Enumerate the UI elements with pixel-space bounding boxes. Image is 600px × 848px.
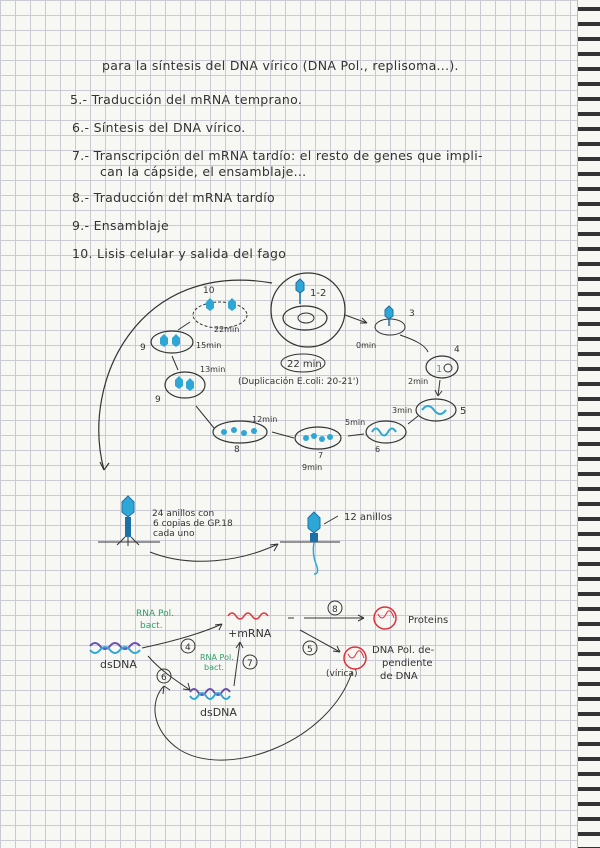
rna-pol-label-2: RNA Pol. — [200, 653, 234, 662]
mrna-wave — [228, 613, 268, 619]
time-15: 15min — [196, 341, 222, 350]
mrna-label: +mRNA — [228, 627, 272, 640]
tail-note-1: 24 anillos con — [152, 509, 215, 519]
stage-label-3: 3 — [409, 309, 415, 319]
center-note: (Duplicación E.coli: 20-21') — [238, 377, 359, 387]
stage-5 — [392, 399, 466, 421]
stage-3 — [356, 306, 415, 350]
step-5-label: 5 — [307, 645, 313, 655]
time-12: 12min — [252, 415, 278, 424]
return-arrow — [99, 280, 272, 470]
stage-6 — [345, 418, 406, 454]
stage-label-9-lower: 9 — [155, 395, 161, 405]
time-9: 9min — [302, 463, 323, 472]
stage-label-4: 4 — [454, 345, 460, 355]
note-step-6: 6.- Síntesis del DNA vírico. — [72, 120, 246, 135]
stage-9-lower — [155, 365, 225, 405]
time-3: 3min — [392, 406, 413, 415]
stage-label-7: 7 — [318, 451, 324, 460]
stage-4 — [408, 345, 460, 386]
stage-1-2 — [271, 273, 345, 347]
tail-note-2: 6 copias de GP.18 — [153, 519, 233, 529]
stage-label-8: 8 — [234, 445, 240, 455]
return-arrowhead — [100, 462, 109, 470]
virica-label: (vírica) — [326, 669, 358, 679]
stage-8 — [213, 415, 277, 455]
stage-label-10: 10 — [203, 286, 215, 296]
stage-label-5: 5 — [460, 406, 467, 417]
center-time: 22 min — [287, 359, 322, 370]
proteins-blob — [374, 607, 396, 629]
note-line-intro: para la síntesis del DNA vírico (DNA Pol., replisoma...). — [102, 58, 459, 73]
step-6-label: 6 — [161, 673, 167, 683]
tail-note-3: cada uno — [153, 529, 195, 539]
time-22: 22min — [214, 325, 240, 334]
proteins-label: Proteins — [408, 615, 449, 626]
bact-label-1: bact. — [140, 621, 163, 631]
dsdna-bottom-helix — [190, 689, 230, 695]
time-0: 0min — [356, 341, 377, 350]
step-8-label: 8 — [332, 605, 338, 615]
tail-contraction-diagram — [0, 490, 578, 580]
dna-pol-blob — [344, 647, 366, 669]
note-step-5: 5.- Traducción del mRNA temprano. — [70, 92, 303, 107]
time-5: 5min — [345, 418, 366, 427]
stage-10 — [193, 286, 247, 334]
rna-pol-label-1: RNA Pol. — [136, 609, 174, 619]
dsdna-left-label: dsDNA — [100, 658, 137, 671]
dsdna-left-helix — [90, 643, 140, 649]
stage-label-1-2: 1-2 — [310, 288, 327, 299]
note-step-7b: can la cápside, el ensamblaje... — [100, 164, 307, 179]
step-7-label: 7 — [247, 659, 253, 669]
time-13: 13min — [200, 365, 226, 374]
time-2: 2min — [408, 377, 429, 386]
spiral-binding — [577, 0, 600, 848]
dna-pol-label-3: de DNA — [380, 671, 418, 682]
tail-note-right: 12 anillos — [344, 512, 393, 523]
dna-pol-label-2: pendiente — [382, 658, 433, 669]
note-step-10: 10. Lisis celular y salida del fago — [72, 246, 287, 261]
return-loop — [155, 672, 352, 760]
dsdna-bottom-label: dsDNA — [200, 706, 237, 719]
bact-label-2: bact. — [204, 663, 225, 672]
stage-9-upper — [140, 331, 221, 353]
note-step-7a: 7.- Transcripción del mRNA tardío: el resto de genes que impli- — [72, 148, 483, 163]
stage-label-9-upper: 9 — [140, 343, 146, 353]
stage-label-6: 6 — [375, 445, 381, 454]
stage-7 — [295, 427, 341, 472]
note-step-9: 9.- Ensamblaje — [72, 218, 170, 233]
step-4-label: 4 — [185, 643, 191, 653]
svg-text:1: 1 — [436, 364, 443, 375]
dna-flow-diagram — [0, 590, 578, 790]
note-step-8: 8.- Traducción del mRNA tardío — [72, 190, 275, 205]
dna-pol-label-1: DNA Pol. de- — [372, 645, 435, 656]
